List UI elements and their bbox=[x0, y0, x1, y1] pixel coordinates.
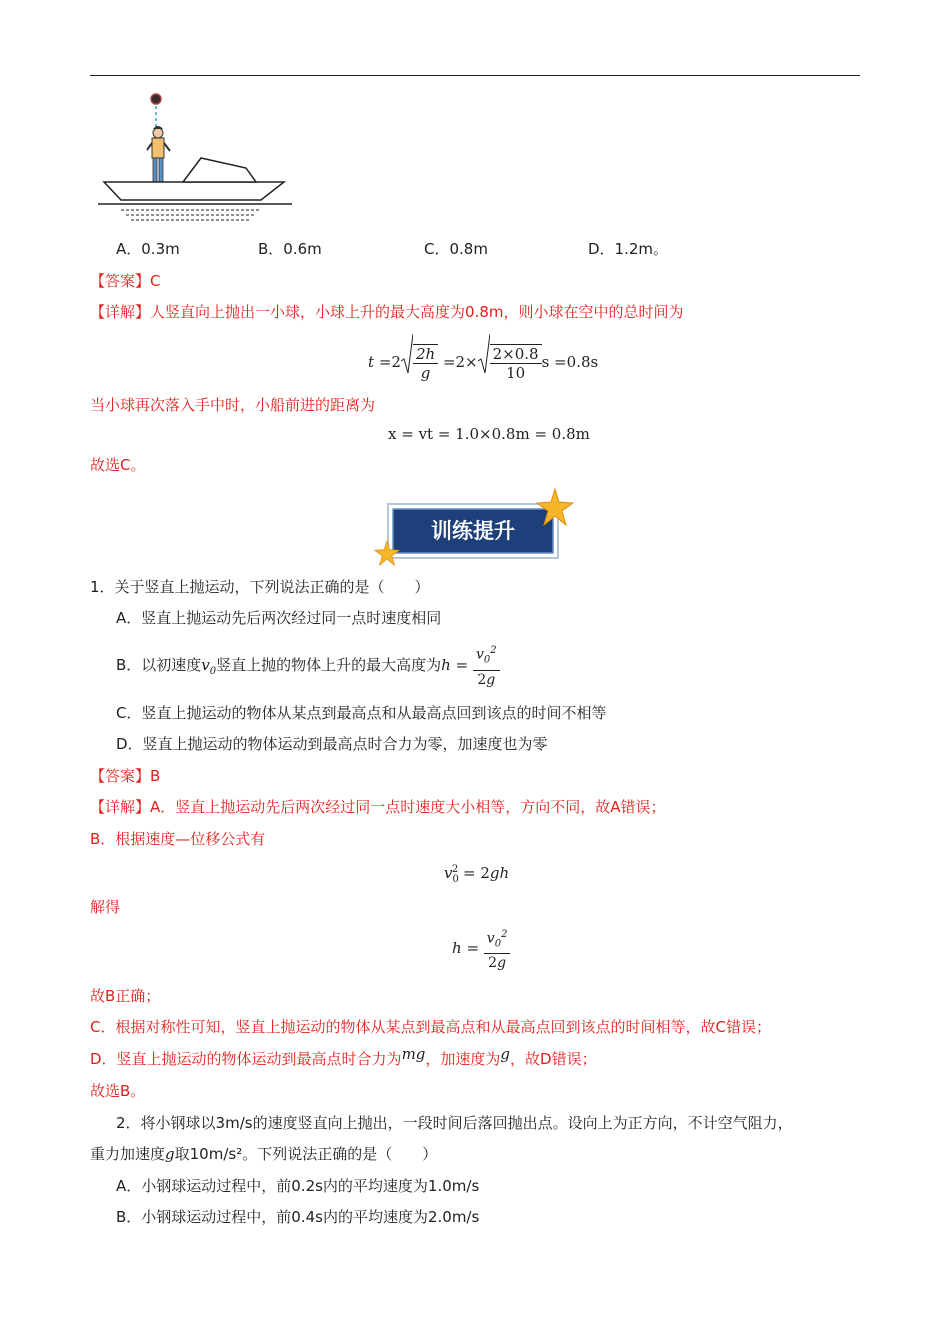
q2-option-b: B．小钢球运动过程中，前0.4s内的平均速度为2.0m/s bbox=[116, 1208, 480, 1226]
q2-stem-line1: 2．将小钢球以3m/s的速度竖直向上抛出，一段时间后落回抛出点。设向上为正方向，不计空气阻力， bbox=[116, 1114, 793, 1132]
q1-conclusion: 故选B。 bbox=[90, 1082, 146, 1100]
detail-top: 【详解】人竖直向上抛出一小球，小球上升的最大高度为0.8m，则小球在空中的总时间为 bbox=[90, 303, 684, 321]
formula-v0-squared: $v_0^2 = 2gh$ bbox=[444, 864, 510, 885]
q1-b-correct: 故B正确； bbox=[90, 987, 161, 1005]
q1-detail-c: C．根据对称性可知，竖直上抛运动的物体从某点到最高点和从最高点回到该点的时间相等，故C错误； bbox=[90, 1018, 771, 1036]
banner-title: 训练提升 bbox=[431, 519, 515, 543]
boat-illustration bbox=[96, 88, 296, 226]
option-a: A．0.3m bbox=[116, 240, 180, 258]
option-d: D．1.2m。 bbox=[588, 240, 669, 258]
q1-option-b: B．以初速度$v_0$竖直上抛的物体上升的最大高度为h = $\frac{v_0^2}{2g}$ bbox=[116, 642, 500, 695]
option-b: B．0.6m bbox=[258, 240, 322, 258]
q1-solve: 解得 bbox=[90, 898, 121, 916]
q1-option-a: A．竖直上抛运动先后两次经过同一点时速度相同 bbox=[116, 609, 442, 627]
q2-stem-line2: 重力加速度g取10m/s²。下列说法正确的是（ ） bbox=[90, 1145, 438, 1163]
header-rule bbox=[90, 75, 860, 76]
q1-detail-a: 【详解】A．竖直上抛运动先后两次经过同一点时速度大小相等，方向不同，故A错误； bbox=[90, 798, 666, 816]
boat-hull bbox=[104, 158, 284, 200]
q1-detail-b: B．根据速度—位移公式有 bbox=[90, 830, 266, 848]
section-banner bbox=[386, 502, 560, 560]
q1-detail-d: D．竖直上抛运动的物体运动到最高点时合力为mg，加速度为g，故D错误； bbox=[90, 1045, 597, 1068]
answer-top: 【答案】C bbox=[90, 272, 161, 290]
q1-stem: 1．关于竖直上抛运动，下列说法正确的是（ ） bbox=[90, 578, 430, 596]
person-figure bbox=[147, 126, 170, 182]
conclusion-top: 故选C。 bbox=[90, 456, 146, 474]
q2-option-a: A．小钢球运动过程中，前0.2s内的平均速度为1.0m/s bbox=[116, 1177, 480, 1195]
formula-distance: x = vt = 1.0×0.8m = 0.8m bbox=[388, 425, 590, 443]
q1-option-c: C．竖直上抛运动的物体从某点到最高点和从最高点回到该点的时间不相等 bbox=[116, 704, 607, 722]
star-icon bbox=[536, 488, 574, 526]
detail-line2: 当小球再次落入手中时，小船前进的距离为 bbox=[90, 396, 376, 414]
formula-h: h = $\frac{v_0^2}{2g}$ bbox=[452, 926, 510, 972]
option-c: C．0.8m bbox=[424, 240, 488, 258]
star-icon bbox=[374, 540, 400, 566]
formula-time: t =2 $\frac{2h}{g}$ =2× $\frac{2\times 0.8}{10}$ s =0.8s bbox=[368, 333, 598, 393]
q1-answer: 【答案】B bbox=[90, 767, 161, 785]
ball bbox=[151, 94, 161, 104]
q1-option-d: D．竖直上抛运动的物体运动到最高点时合力为零，加速度也为零 bbox=[116, 735, 548, 753]
